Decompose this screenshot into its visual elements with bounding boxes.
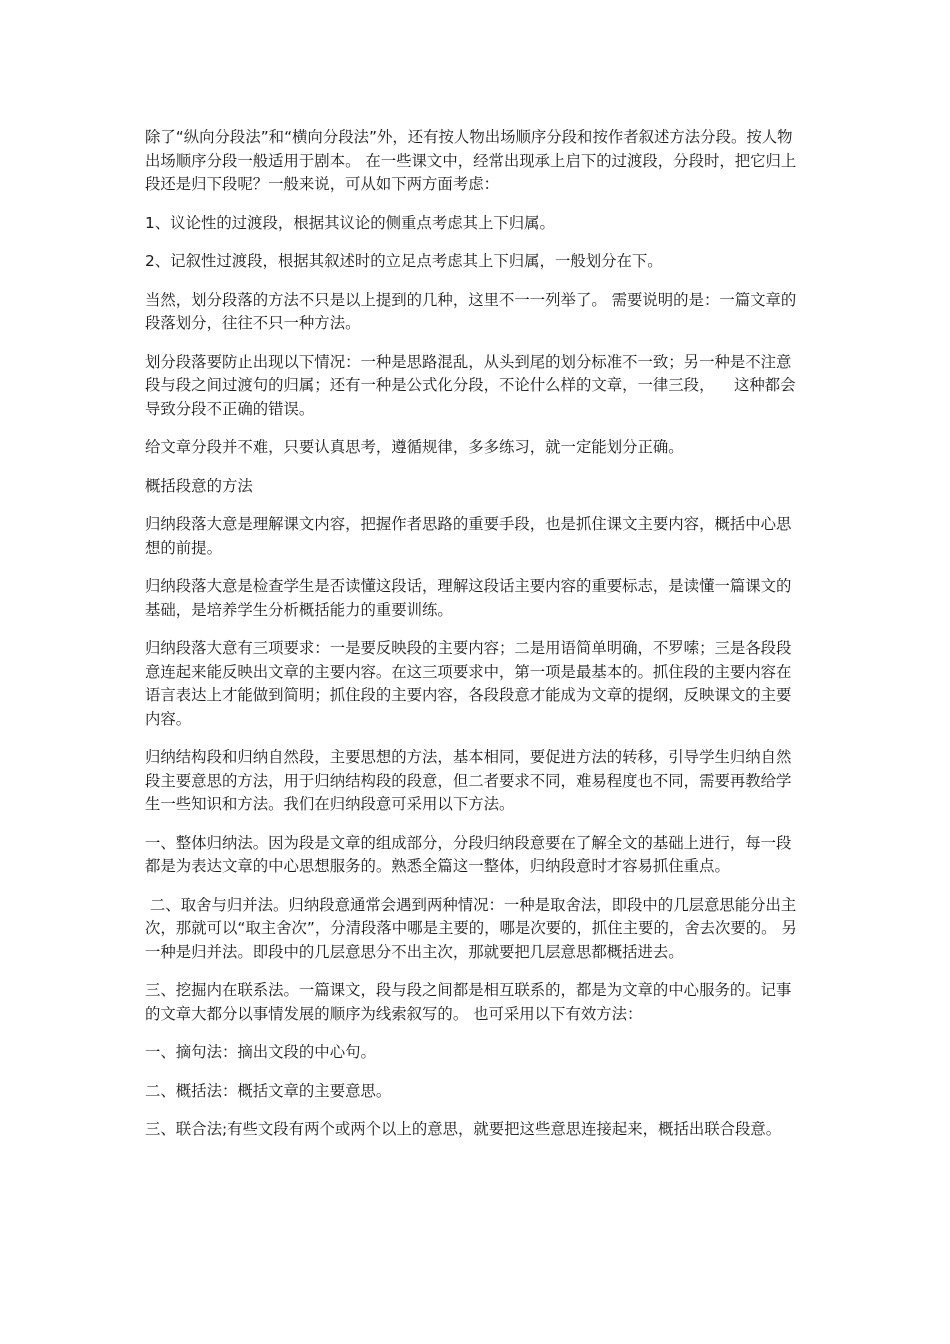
paragraph-10: 归纳段落大意有三项要求：一是要反映段的主要内容；二是用语简单明确，不罗嗦；三是各段段意连起来能反映出文章的主要内容。在这三项要求中，第一项是最基本的。抓住段的主要内容在语言表达上才能做到简明；抓住段的主要内容，各段段意才能成为文章的提纲，反映课文的主要内容。 [145,639,792,728]
paragraph-17: 三、联合法;有些文段有两个或两个以上的意思，就要把这些意思连接起来，概括出联合段意。 [145,1120,782,1138]
paragraph-14: 三、挖掘内在联系法。一篇课文，段与段之间都是相互联系的，都是为文章的中心服务的。记事的文章大都分以事情发展的顺序为线索叙写的。 也可采用以下有效方法： [145,981,792,1023]
paragraph-1: 除了“纵向分段法”和“横向分段法”外，还有按人物出场顺序分段和按作者叙述方法分段。按人物出场顺序分段一般适用于剧本。 在一些课文中，经常出现承上启下的过渡段，分段时，把它归上段还是归下段呢？一般来说，可从如下两方面考虑： [145,128,797,193]
paragraph-4: 当然，划分段落的方法不只是以上提到的几种，这里不一一列举了。 需要说明的是：一篇文章的段落划分，往往不只一种方法。 [145,290,797,332]
paragraph-3: 2、记叙性过渡段，根据其叙述时的立足点考虑其上下归属，一般划分在下。 [145,252,663,270]
paragraph-8: 归纳段落大意是理解课文内容，把握作者思路的重要手段，也是抓住课文主要内容，概括中心思想的前提。 [145,515,792,557]
paragraph-9: 归纳段落大意是检查学生是否读懂这段话，理解这段话主要内容的重要标志，是读懂一篇课文的基础，是培养学生分析概括能力的重要训练。 [145,577,792,619]
paragraph-5: 划分段落要防止出现以下情况：一种是思路混乱，从头到尾的划分标准不一致；另一种是不注意段与段之间过渡句的归属；还有一种是公式化分段，不论什么样的文章，一律三段， 这种都会导致分段不正确的错误。 [145,352,796,418]
paragraph-16: 二、概括法：概括文章的主要意思。 [145,1081,392,1100]
paragraph-6: 给文章分段并不难，只要认真思考，遵循规律，多多练习，就一定能划分正确。 [145,438,684,456]
paragraph-15: 一、摘句法：摘出文段的中心句。 [145,1043,376,1061]
section-heading: 概括段意的方法 [145,476,253,495]
paragraph-12: 一、整体归纳法。因为段是文章的组成部分，分段归纳段意要在了解全文的基础上进行，每一段都是为表达文章的中心思想服务的。熟悉全篇这一整体，归纳段意时才容易抓住重点。 [145,833,792,875]
paragraph-13: 二、取舍与归并法。归纳段意通常会遇到两种情况：一种是取舍法，即段中的几层意思能分出主次，那就可以“取主舍次”，分清段落中哪是主要的，哪是次要的，抓住主要的，舍去次要的。 另一种是归并法。即段中的几层意思分不出主次，那就要把几层意思都概括进去。 [145,895,797,961]
paragraph-11: 归纳结构段和归纳自然段，主要思想的方法，基本相同，要促进方法的转移，引导学生归纳自然段主要意思的方法，用于归纳结构段的段意，但二者要求不同，难易程度也不同，需要再教给学生一些知识和方法。我们在归纳段意可采用以下方法。 [145,748,792,813]
paragraph-2: 1、议论性的过渡段，根据其议论的侧重点考虑其上下归属。 [145,213,555,232]
document-body [145,126,805,1157]
